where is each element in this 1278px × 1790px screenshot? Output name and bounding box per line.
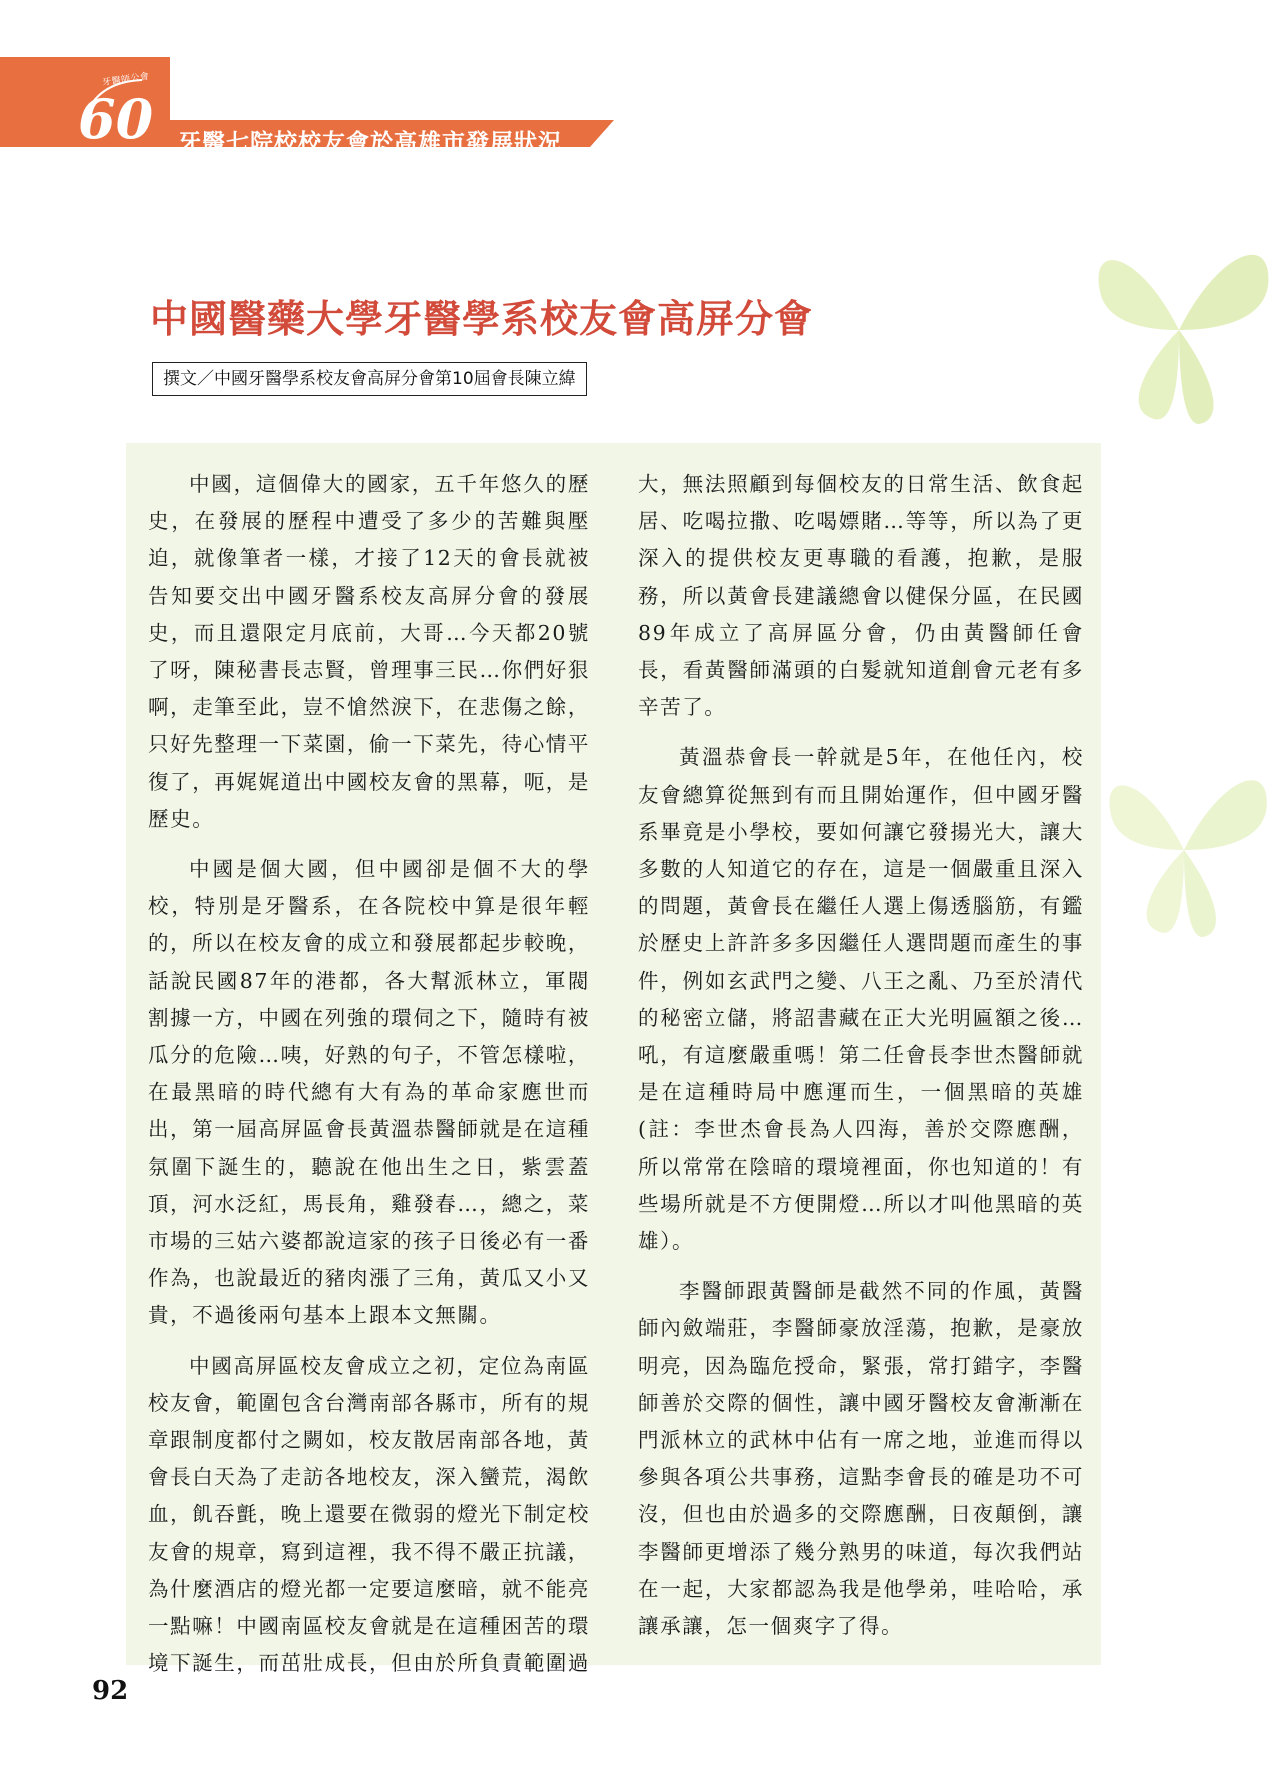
left-column	[148, 466, 590, 1696]
paragraph-continuation: 大，無法照顧到每個校友的日常生活、飲食起居、吃喝拉撒、吃喝嫖賭…等等，所以為了更深入的提供校友更專職的看護，抱歉，是服務，所以黃會長建議總會以健保分區，在民國89年成立了高屏區分會，仍由黃醫師任會長，看黃醫師滿頭的白髮就知道創會元老有多辛苦了。	[638, 472, 1084, 720]
paragraph: 黃溫恭會長一幹就是5年，在他任內，校友會總算從無到有而且開始運作，但中國牙醫系畢竟是小學校，要如何讓它發揚光大，讓大多數的人知道它的存在，這是一個嚴重且深入的問題，黃會長在繼任人選上傷透腦筋，有鑑於歷史上許許多多因繼任人選問題而產生的事件，例如玄武門之變、八王之亂、乃至於清代的秘密立儲，將詔書藏在正大光明匾額之後…吼，有這麼嚴重嗎！第二任會長李世杰醫師就是在這種時局中應運而生，一個黑暗的英雄(註：李世杰會長為人四海，善於交際應酬，所以常常在陰暗的環境裡面，你也知道的！有些場所就是不方便開燈…所以才叫他黑暗的英雄）。	[638, 745, 1084, 1254]
paragraph: 李醫師跟黃醫師是截然不同的作風，黃醫師內斂端莊，李醫師豪放淫蕩，抱歉，是豪放明亮，因為臨危授命，緊張，常打錯字，李醫師善於交際的個性，讓中國牙醫校友會漸漸在門派林立的武林中佔有一席之地，並進而得以參與各項公共事務，這點李會長的確是功不可沒，但也由於過多的交際應酬，日夜顛倒，讓李醫師更增添了幾分熟男的味道，每次我們站在一起，大家都認為我是他學弟，哇哈哈，承讓承讓，怎一個爽字了得。	[638, 1279, 1084, 1639]
section-title: 牙醫七院校校友會於高雄市發展狀況	[178, 130, 562, 156]
paragraph: 中國高屏區校友會成立之初，定位為南區校友會，範圍包含台灣南部各縣市，所有的規章跟制度都付之闕如，校友散居南部各地，黃會長白天為了走訪各地校友，深入蠻荒，渴飲血，飢吞氈，晚上還要在微弱的燈光下制定校友會的規章，寫到這裡，我不得不嚴正抗議，為什麼酒店的燈光都一定要這麼暗，就不能亮一點嘛！中國南區校友會就是在這種困苦的環境下誕生，而茁壯成長，但由於所負責範圍過	[148, 1353, 590, 1676]
page-number: 92	[92, 1676, 129, 1706]
paragraph: 中國，這個偉大的國家，五千年悠久的歷史，在發展的歷程中遭受了多少的苦難與壓迫，就像筆者一樣，才接了12天的會長就被告知要交出中國牙醫系校友高屏分會的發展史，而且還限定月底前，大哥…今天都20號了呀，陳秘書長志賢，曾理事三民…你們好狠啊，走筆至此，豈不愴然淚下，在悲傷之餘，只好先整理一下菜園，偷一下菜先，待心情平復了，再娓娓道出中國校友會的黑幕，呃，是歷史。	[148, 472, 590, 831]
logo-number: 60	[78, 87, 154, 151]
paragraph: 中國是個大國，但中國卻是個不大的學校，特別是牙醫系，在各院校中算是很年輕的，所以在校友會的成立和發展都起步較晚，話說民國87年的港都，各大幫派林立，軍閥割據一方，中國在列強的環伺之下，隨時有被瓜分的危險…咦，好熟的句子，不管怎樣啦，在最黑暗的時代總有大有為的革命家應世而出，第一屆高屏區會長黃溫恭醫師就是在這種氛圍下誕生的，聽說在他出生之日，紫雲蓋頂，河水泛紅，馬長角，雞發春…，總之，菜市場的三姑六婆都說這家的孩子日後必有一番作為，也說最近的豬肉漲了三角，黃瓜又小又貴，不過後兩句基本上跟本文無關。	[148, 857, 590, 1328]
author-byline: 撰文／中國牙醫學系校友會高屏分會第10屆會長陳立緯	[152, 362, 587, 396]
right-column	[638, 466, 1084, 1658]
article-title: 中國醫藥大學牙醫學系校友會高屏分會	[150, 296, 814, 341]
butterfly-icon	[1090, 740, 1278, 960]
butterfly-icon	[1080, 210, 1278, 450]
logo-arc-text: 牙醫師公會	[101, 71, 151, 89]
